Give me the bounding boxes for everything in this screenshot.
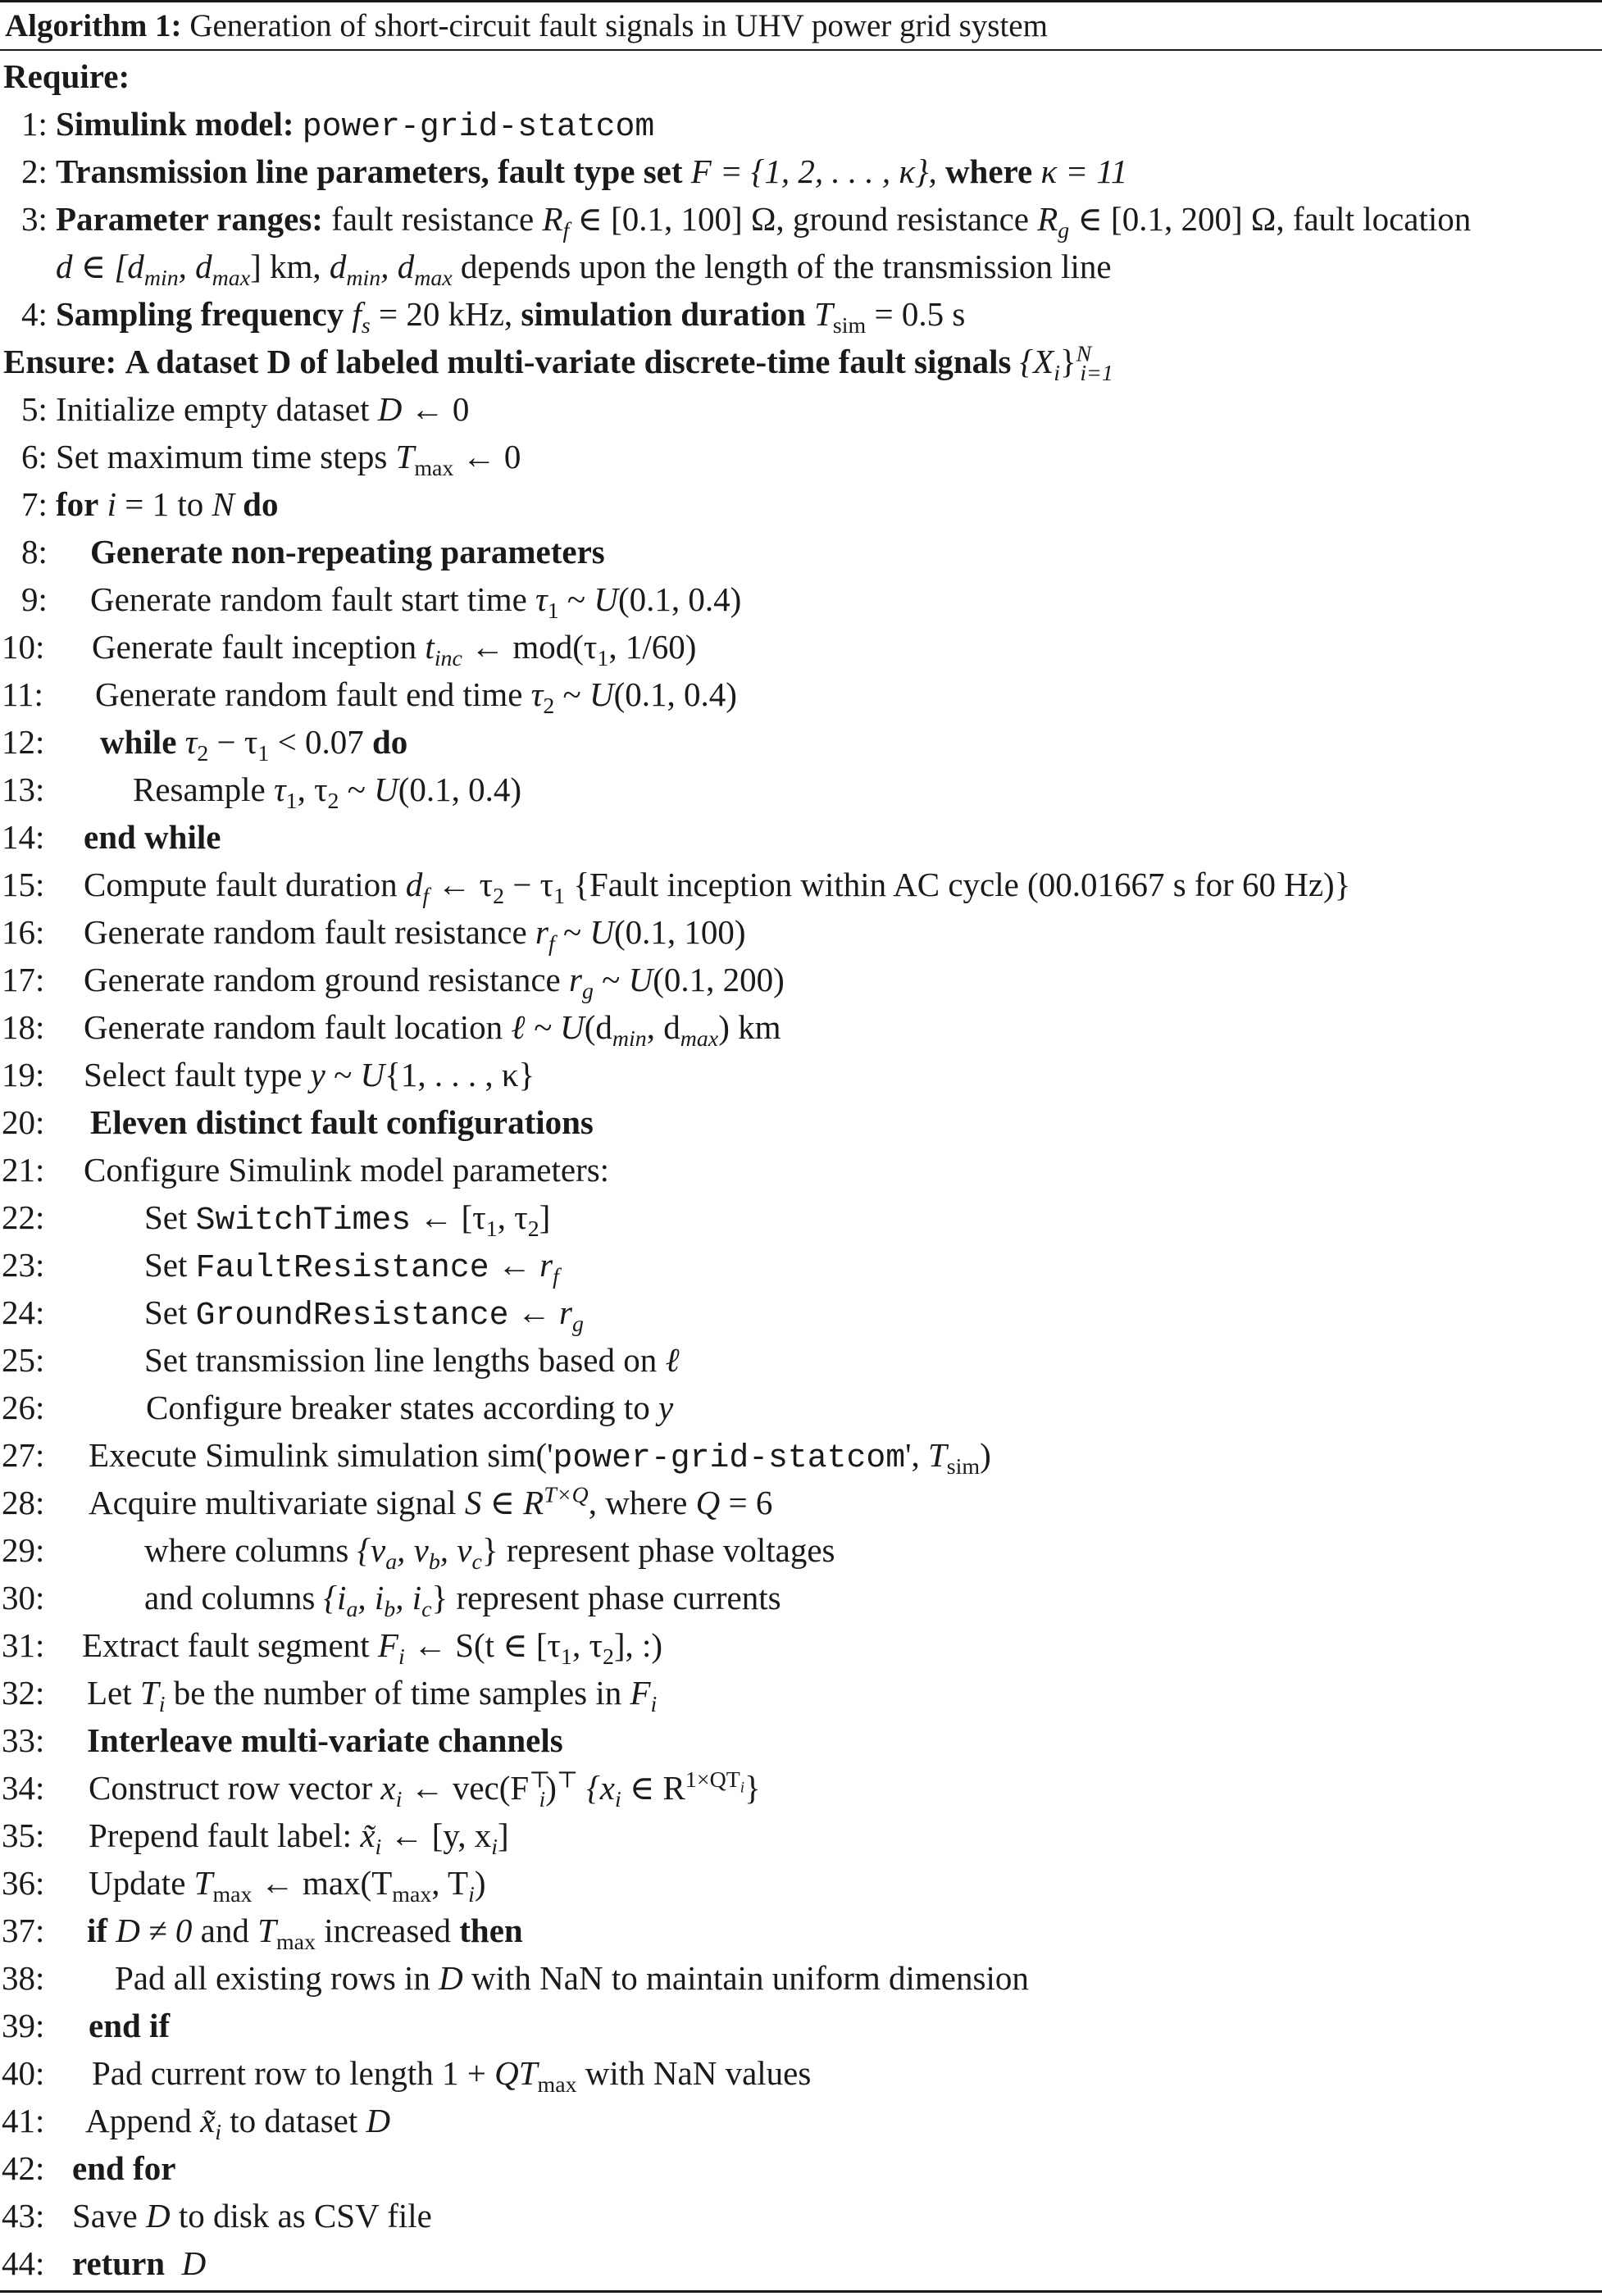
line-number: 13: (2, 771, 45, 808)
line-number: 18: (2, 1008, 45, 1046)
line-text: Pad all existing rows in D with NaN to maintain uniform dimension (115, 1959, 1029, 1997)
line-text: Acquire multivariate signal S ∈ $R^{T\times Q}$, where Q = 6 (89, 1482, 773, 1521)
line-number: 41: (2, 2102, 45, 2139)
algorithm-title: Generation of short-circuit fault signals in UHV power grid system (189, 8, 1048, 43)
line-text: Update $T_{max}$ ← $\max(T_{max}$, $T_i$) (89, 1864, 486, 1908)
line-text: Extract fault segment $F_i$ ← S(t ∈ [$\tau_1$, $\tau_2$], :) (82, 1626, 663, 1671)
line-text: Execute Simulink simulation sim('power-grid-statcom', $T_{sim}$) (89, 1436, 991, 1480)
line-text: Set GroundResistance ← $r_g$ (144, 1293, 584, 1338)
line-text: end if (89, 2007, 171, 2044)
ensure-label: Ensure: (3, 343, 117, 380)
line-number: 20: (2, 1103, 45, 1141)
line-number: 19: (2, 1056, 45, 1093)
line-number: 32: (2, 1674, 45, 1712)
line-number: 21: (2, 1151, 45, 1189)
line-number: 38: (2, 1959, 45, 1997)
line-number: 40: (2, 2054, 45, 2092)
algorithm-label: Algorithm 1: (5, 8, 182, 43)
line-number: 5: (21, 390, 48, 428)
line-number: 42: (2, 2149, 45, 2187)
line-text: Transmission line parameters, fault type set F = {1, 2, . . . , κ}, where κ = 11 (56, 152, 1128, 190)
line-number: 10: (2, 628, 45, 666)
line-text: Generate fault inception $t_{inc}$ ← $mod(\tau_1$, 1/60) (92, 628, 697, 672)
line-number: 8: (21, 533, 48, 571)
line-text: Generate random fault location ℓ ~ $U(d_{min}$, $d_{max}$) km (84, 1008, 781, 1053)
line-text: Parameter ranges: fault resistance $R_f$ ∈ [0.1, 100] Ω, ground resistance $R_g$ ∈ [0.1, 200] Ω, fault location (56, 200, 1472, 244)
line-number: 7: (21, 485, 48, 523)
line-number: 31: (2, 1626, 45, 1664)
line-text: while $\tau_2 - \tau_1 < 0.07$ do (100, 723, 408, 767)
line-text: Generate non-repeating parameters (90, 533, 605, 571)
line-text: Configure Simulink model parameters: (84, 1151, 610, 1189)
line-text: Eleven distinct fault configurations (90, 1103, 594, 1141)
line-text: where columns {$v_a$, $v_b$, $v_c$} represent phase voltages (144, 1531, 835, 1575)
line-text: Prepend fault label: $x̃_i$ ← [y, $x_i$] (89, 1816, 509, 1861)
line-text: Initialize empty dataset D ← 0 (56, 390, 470, 428)
line-text: Resample $\tau_1$, $\tau_2$ ~ U(0.1, 0.4) (133, 771, 522, 815)
line-text: Ensure: A dataset D of labeled multi-variate discrete-time fault signals $\{X_i\}^N_{i=1}$ (3, 341, 1113, 387)
line-number: 11: (2, 675, 43, 713)
line-text: Construct row vector $x_i$ ← $vec(F^⊤_i)^⊤$ {$x_i$ ∈ $R^{1\times QT_i}$} (89, 1767, 761, 1813)
line-number: 30: (2, 1579, 45, 1616)
line-number: 33: (2, 1721, 45, 1759)
line-number: 3: (21, 200, 48, 238)
line-number: 12: (2, 723, 45, 761)
line-text: Set maximum time steps $T_{max}$ ← 0 (56, 438, 521, 482)
line-number: 29: (2, 1531, 45, 1569)
line-number: 39: (2, 2007, 45, 2044)
line-number: 35: (2, 1816, 45, 1854)
caption-rule (0, 49, 1602, 51)
line-text: Sampling frequency $f_s = 20$ kHz, simulation duration $T_{sim} = 0.5$ s (56, 295, 966, 339)
line-text: Append $x̃_i$ to dataset D (85, 2102, 391, 2146)
line-text: return D (72, 2244, 207, 2282)
line-text: and columns {$i_a$, $i_b$, $i_c$} represent phase currents (144, 1579, 781, 1623)
line-number: 6: (21, 438, 48, 475)
line-text: Select fault type y ~ U{1, . . . , κ} (84, 1056, 535, 1093)
line-text: Simulink model: power-grid-statcom (56, 105, 655, 145)
line-number: 22: (2, 1198, 45, 1236)
line-text: Generate random ground resistance $r_g$ ~ U(0.1, 200) (84, 961, 785, 1005)
line-number: 36: (2, 1864, 45, 1902)
line-number: 28: (2, 1484, 45, 1521)
line-number: 27: (2, 1436, 45, 1474)
line-text: end for (72, 2149, 176, 2187)
line-number: 1: (21, 105, 48, 143)
line-number: 23: (2, 1246, 45, 1284)
line-text: Set transmission line lengths based on ℓ (144, 1341, 680, 1379)
line-text: Generate random fault end time $\tau_2$ ~ U(0.1, 0.4) (95, 675, 737, 720)
line-number: 25: (2, 1341, 45, 1379)
require-label: Require: (3, 57, 130, 95)
line-number: 16: (2, 913, 45, 951)
line-text: Let $T_i$ be the number of time samples in $F_i$ (87, 1674, 658, 1718)
algorithm-caption (5, 2, 1048, 49)
line-text: Interleave multi-variate channels (87, 1721, 563, 1759)
line-number: 24: (2, 1293, 45, 1331)
line-number: 2: (21, 152, 48, 190)
line-text: for i = 1 to N do (56, 485, 279, 523)
line-number: 43: (2, 2197, 45, 2235)
line-text: end while (84, 818, 221, 856)
line-number: 26: (2, 1389, 45, 1426)
line-text: Generate random fault start time $\tau_1$ ~ U(0.1, 0.4) (90, 580, 742, 625)
line-text: if D ≠ 0 and $T_{max}$ increased then (87, 1912, 523, 1956)
line-number: 37: (2, 1912, 45, 1949)
line-text: d ∈ [$d_{min}$, $d_{max}$] km, $d_{min}$, $d_{max}$ depends upon the length of the transmission line (56, 248, 1112, 292)
line-number: 4: (21, 295, 48, 333)
line-text: Configure breaker states according to y (146, 1389, 674, 1426)
line-number: 17: (2, 961, 45, 998)
line-text: Save D to disk as CSV file (72, 2197, 432, 2235)
line-number: 14: (2, 818, 45, 856)
line-number: 15: (2, 866, 45, 903)
line-text: Pad current row to length $1 + QT_{max}$ with NaN values (92, 2054, 812, 2098)
line-number: 34: (2, 1769, 45, 1807)
bottom-rule (0, 2290, 1602, 2293)
line-text: Set SwitchTimes ← [$\tau_1$, $\tau_2$] (144, 1198, 551, 1243)
line-number: 44: (2, 2244, 45, 2282)
line-text: Set FaultResistance ← $r_f$ (144, 1246, 559, 1290)
line-number: 9: (21, 580, 48, 618)
line-text: Compute fault duration $d_f$ ← $\tau_2 - \tau_1$ {Fault inception within AC cycle (00.01667 s for 60 Hz)} (84, 866, 1351, 910)
line-text: Generate random fault resistance $r_f$ ~ U(0.1, 100) (84, 913, 746, 957)
